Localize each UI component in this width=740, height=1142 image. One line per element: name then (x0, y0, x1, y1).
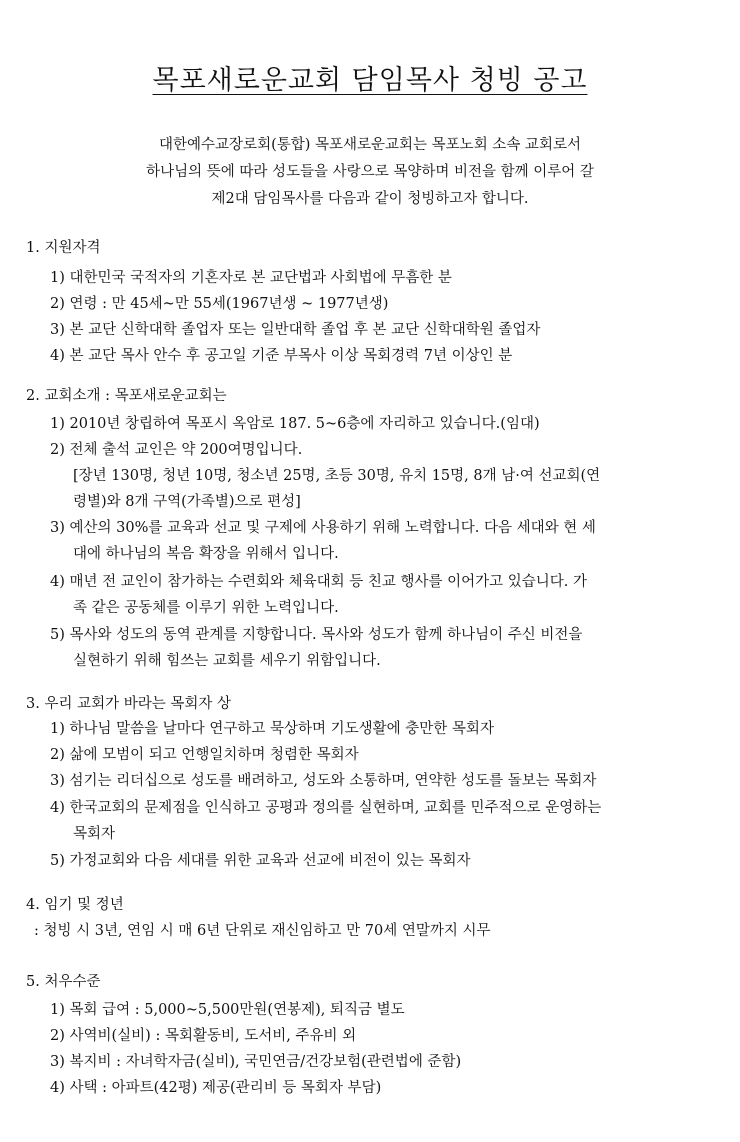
list-item: 1) 하나님 말씀을 날마다 연구하고 묵상하며 기도생활에 충만한 목회자 (50, 721, 494, 737)
list-item: 2) 삶에 모범이 되고 언행일치하며 청렴한 목회자 (50, 747, 359, 763)
intro-paragraph (0, 132, 740, 213)
list-item-continuation: 령별)와 8개 구역(가족별)으로 편성] (73, 494, 301, 510)
list-item-continuation: [장년 130명, 청년 10명, 청소년 25명, 초등 30명, 유치 15명, 8개 남·여 선교회(연 (73, 468, 601, 484)
list-item-continuation: 대에 하나님의 복음 확장을 위해서 입니다. (73, 546, 339, 562)
list-item: 4) 사택 : 아파트(42평) 제공(관리비 등 목회자 부담) (50, 1080, 382, 1096)
list-item: 2) 연령 : 만 45세~만 55세(1967년생 ~ 1977년생) (50, 296, 389, 312)
list-item: 3) 본 교단 신학대학 졸업자 또는 일반대학 졸업 후 본 교단 신학대학원 졸업자 (50, 322, 541, 338)
term-text: : 청빙 시 3년, 연임 시 매 6년 단위로 재신임하고 만 70세 연말까지 시무 (34, 923, 491, 939)
page-title: 목포새로운교회 담임목사 청빙 공고 (152, 65, 588, 96)
section-heading-term: 4. 임기 및 정년 (26, 897, 124, 913)
list-item: 1) 2010년 창립하여 목포시 옥암로 187. 5~6층에 자리하고 있습니다.(임대) (50, 416, 540, 432)
list-item: 4) 본 교단 목사 안수 후 공고일 기준 부목사 이상 목회경력 7년 이상인 분 (50, 348, 513, 364)
intro-line: 하나님의 뜻에 따라 성도들을 사랑으로 목양하며 비전을 함께 이루어 갈 (146, 164, 594, 180)
list-item: 5) 가정교회와 다음 세대를 위한 교육과 선교에 비전이 있는 목회자 (50, 853, 471, 869)
list-item: 3) 섬기는 리더십으로 성도를 배려하고, 성도와 소통하며, 연약한 성도를 돌보는 목회자 (50, 773, 597, 789)
list-item: 2) 전체 출석 교인은 약 200여명입니다. (50, 442, 303, 458)
section-heading-church-intro: 2. 교회소개 : 목포새로운교회는 (26, 388, 227, 404)
list-item: 4) 한국교회의 문제점을 인식하고 공평과 정의를 실현하며, 교회를 민주적으로 운영하는 (50, 800, 602, 816)
section-heading-qualifications: 1. 지원자격 (26, 240, 101, 256)
list-item-continuation: 목회자 (73, 826, 116, 842)
list-item-continuation: 실현하기 위해 힘쓰는 교회를 세우기 위함입니다. (73, 653, 381, 669)
list-item: 4) 매년 전 교인이 참가하는 수련회와 체육대회 등 친교 행사를 이어가고 있습니다. 가 (50, 574, 588, 590)
intro-line: 제2대 담임목사를 다음과 같이 청빙하고자 합니다. (211, 191, 529, 207)
list-item-continuation: 족 같은 공동체를 이루기 위한 노력입니다. (73, 600, 339, 616)
list-item: 3) 복지비 : 자녀학자금(실비), 국민연금/건강보험(관련법에 준함) (50, 1054, 462, 1070)
list-item: 1) 대한민국 국적자의 기혼자로 본 교단법과 사회법에 무흠한 분 (50, 270, 452, 286)
intro-line: 대한예수교장로회(통합) 목포새로운교회는 목포노회 소속 교회로서 (159, 137, 581, 153)
section-heading-pastor-profile: 3. 우리 교회가 바라는 목회자 상 (26, 696, 231, 712)
list-item: 5) 목사와 성도의 동역 관계를 지향합니다. 목사와 성도가 함께 하나님이 주신 비전을 (50, 627, 583, 643)
list-item: 3) 예산의 30%를 교육과 선교 및 구제에 사용하기 위해 노력합니다. 다음 세대와 현 세 (50, 520, 596, 536)
section-heading-compensation: 5. 처우수준 (26, 974, 101, 990)
list-item: 2) 사역비(실비) : 목회활동비, 도서비, 주유비 외 (50, 1028, 357, 1044)
list-item: 1) 목회 급여 : 5,000~5,500만원(연봉제), 퇴직금 별도 (50, 1002, 405, 1018)
